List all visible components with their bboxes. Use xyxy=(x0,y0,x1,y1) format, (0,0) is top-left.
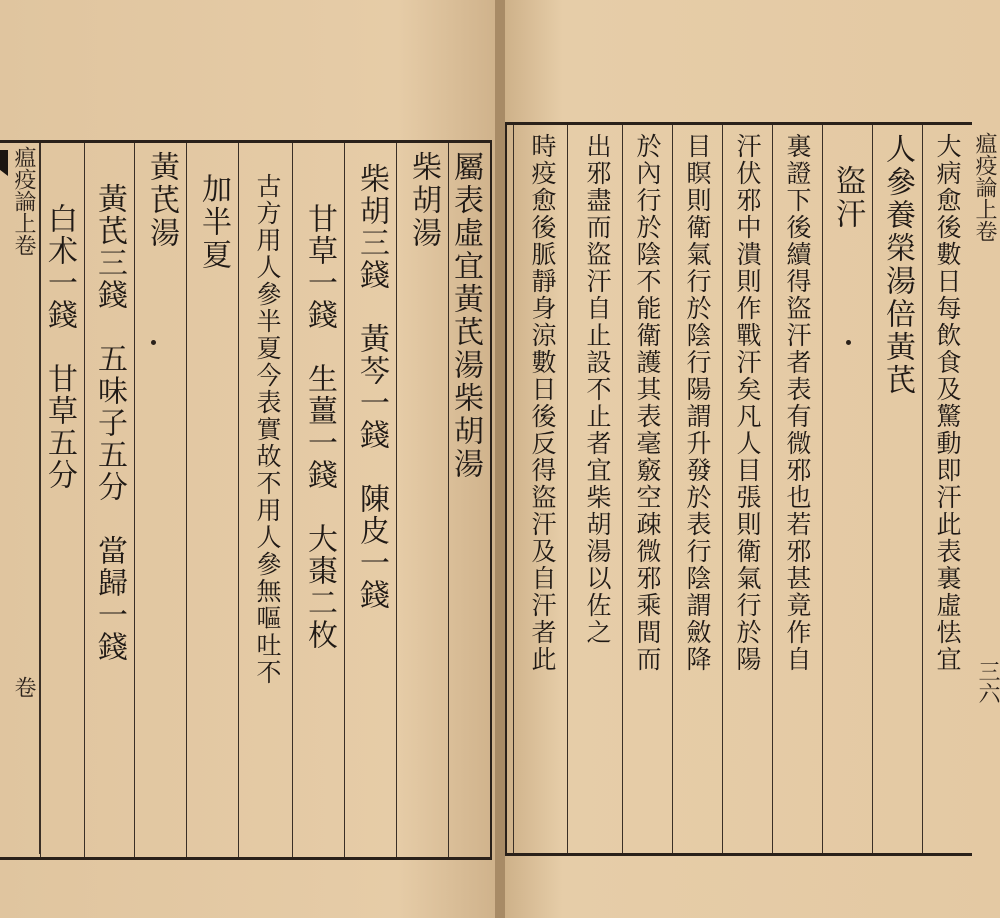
text-column: 古方用人參半夏今表實故不用人參無嘔吐不 xyxy=(238,143,292,857)
text-column: 於內行於陰不能衛護其表毫竅空疎微邪乘間而 xyxy=(622,125,672,853)
text-column: 柴胡三錢 黃芩一錢 陳皮一錢 xyxy=(344,143,396,857)
left-page-number: 卷 xyxy=(11,676,36,698)
left-margin-title: 瘟疫論上卷 xyxy=(11,146,36,256)
text-column: 目瞑則衛氣行於陰行陽謂升發於表行陰謂斂降 xyxy=(672,125,722,853)
book-gutter xyxy=(495,0,505,918)
text-column: 黃芪湯 xyxy=(134,143,186,857)
text-column: 屬表虛宜黃芪湯柴胡湯 xyxy=(448,143,490,857)
text-column: 白术一錢 甘草五分 xyxy=(40,143,84,857)
text-column: 時疫愈後脈靜身涼數日後反得盜汗及自汗者此 xyxy=(513,125,567,853)
punctuation-dot xyxy=(151,340,156,345)
text-column: 出邪盡而盜汗自止設不止者宜柴胡湯以佐之 xyxy=(567,125,622,853)
text-column: 盜汗 xyxy=(822,125,872,853)
text-column: 大病愈後數日每飲食及驚動即汗此表裏虛怯宜 xyxy=(922,125,972,853)
text-column: 裏證下後續得盜汗者表有微邪也若邪甚竟作自 xyxy=(772,125,822,853)
right-margin-strip xyxy=(970,122,1000,850)
punctuation-dot xyxy=(846,340,851,345)
text-column: 汗伏邪中潰則作戰汗矣凡人目張則衛氣行於陽 xyxy=(722,125,772,853)
text-column: 甘草一錢 生薑一錢 大棗二枚 xyxy=(292,143,344,857)
right-page-number: 三六 xyxy=(975,660,1000,704)
text-column: 黃芪三錢 五味子五分 當歸一錢 xyxy=(84,143,134,857)
left-text-frame xyxy=(0,140,492,860)
text-column: 柴胡湯 xyxy=(396,143,448,857)
text-column: 加半夏 xyxy=(186,143,238,857)
right-margin-title: 瘟疫論上卷 xyxy=(972,132,997,242)
text-column: 人參養榮湯倍黃芪 xyxy=(872,125,922,853)
right-text-frame xyxy=(505,122,972,856)
